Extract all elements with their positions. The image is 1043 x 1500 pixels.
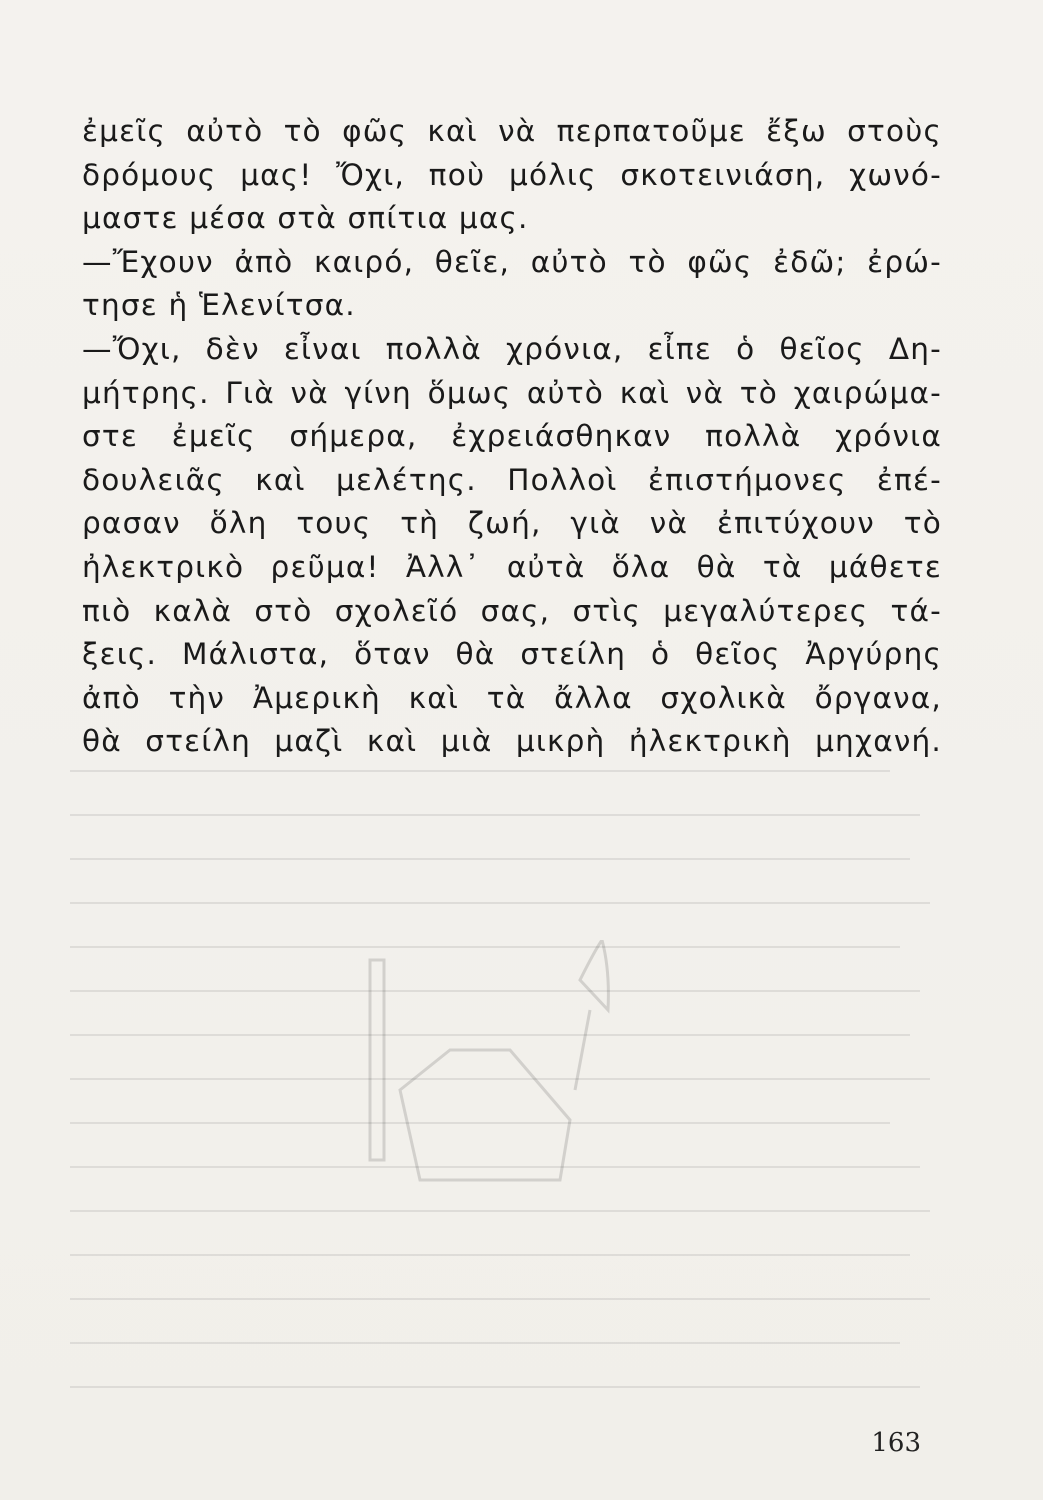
body-text: [82, 110, 942, 764]
text-line: πιὸ καλὰ στὸ σχολεῖό σας, στὶς μεγαλύτερες τά-: [82, 593, 942, 628]
text-line: ρασαν ὅλη τους τὴ ζωή, γιὰ νὰ ἐπιτύχουν τὸ: [82, 506, 942, 541]
text-line: —Ὄχι, δὲν εἶναι πολλὰ χρόνια, εἶπε ὁ θεῖος Δη-: [82, 331, 942, 366]
text-line: στε ἐμεῖς σήμερα, ἐχρειάσθηκαν πολλὰ χρόνια: [82, 419, 942, 454]
text-line: θὰ στείλη μαζὶ καὶ μιὰ μικρὴ ἠλεκτρικὴ μηχανή.: [82, 724, 942, 759]
text-line: μαστε μέσα στὰ σπίτια μας.: [82, 201, 529, 236]
text-line: ξεις. Μάλιστα, ὅταν θὰ στείλη ὁ θεῖος Ἀργύρης: [82, 637, 942, 672]
text-line: ἠλεκτρικὸ ρεῦμα! Ἀλλ᾿ αὐτὰ ὅλα θὰ τὰ μάθετε: [82, 549, 942, 584]
text-line: ἐμεῖς αὐτὸ τὸ φῶς καὶ νὰ περπατοῦμε ἔξω στοὺς: [82, 114, 942, 148]
page-number: 163: [871, 1428, 921, 1458]
text-line: δρόμους μας! Ὄχι, ποὺ μόλις σκοτεινιάση, χωνό-: [82, 157, 942, 192]
text-line: ἀπὸ τὴν Ἀμερικὴ καὶ τὰ ἄλλα σχολικὰ ὄργανα,: [82, 680, 942, 715]
text-line: —Ἔχουν ἀπὸ καιρό, θεῖε, αὐτὸ τὸ φῶς ἐδῶ; ἐρώ-: [82, 244, 942, 279]
show-through-lamp-illustration: [340, 940, 640, 1200]
text-line: δουλειᾶς καὶ μελέτης. Πολλοὶ ἐπιστήμονες ἐπέ-: [82, 462, 942, 497]
text-line: τησε ἡ Ἑλενίτσα.: [82, 288, 356, 323]
text-line: μήτρης. Γιὰ νὰ γίνη ὅμως αὐτὸ καὶ νὰ τὸ χαιρώμα-: [82, 375, 942, 410]
